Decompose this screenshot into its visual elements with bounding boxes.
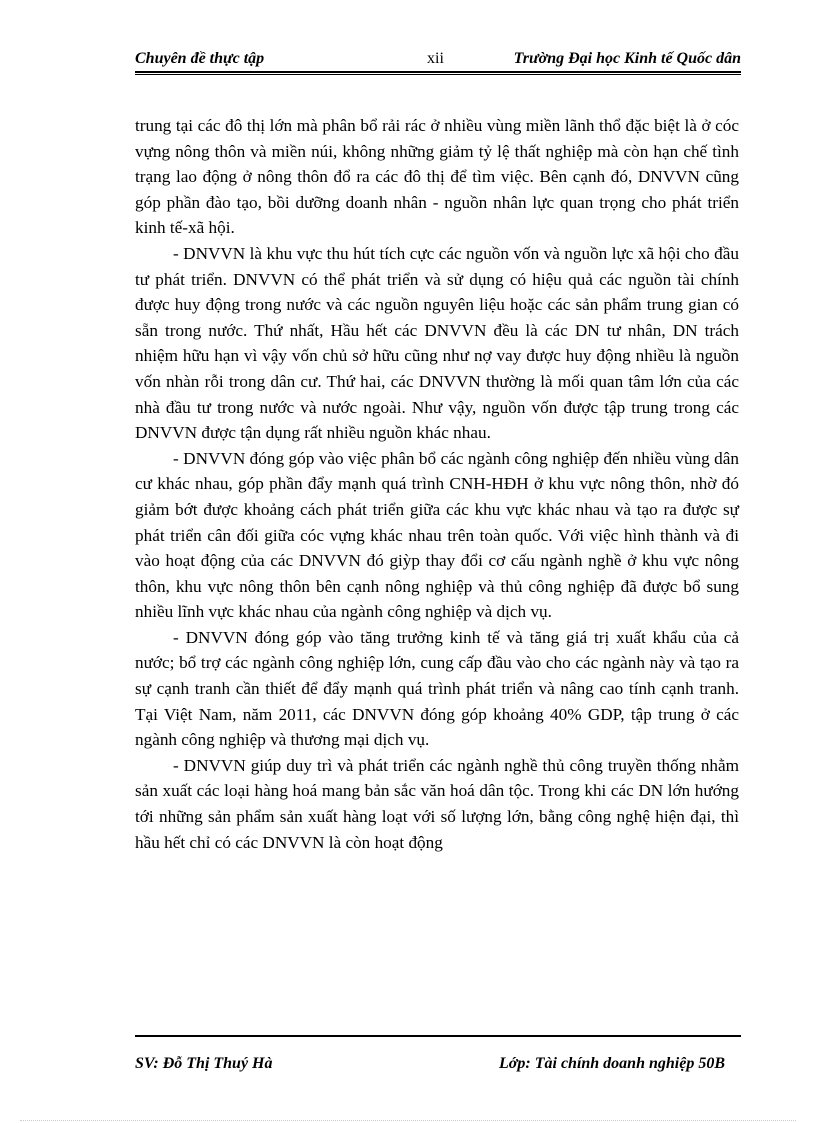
paragraph: - DNVVN đóng góp vào tăng trưởng kinh tế và tăng giá trị xuất khẩu của cả nước; bổ trợ các ngành công nghiệp lớn, cung cấp đầu vào cho các ngành này và tạo ra sự cạnh tranh cần thiết để đẩy mạnh quá trình phát triển và nâng cao tính cạnh tranh. Tại Việt Nam, năm 2011, các DNVVN đóng góp khoảng 40% GDP, tập trung ở các ngành công nghiệp và thương mại dịch vụ.: [135, 627, 739, 750]
header-divider: [135, 71, 741, 75]
paragraph: - DNVVN đóng góp vào việc phân bổ các ngành công nghiệp đến nhiều vùng dân cư khác nhau, góp phần đẩy mạnh quá trình CNH-HĐH ở khu vực nông thôn, nhờ đó giảm bớt được khoảng cách phát triển giữa các khu vực khác nhau và tạo ra được sự phát triển cân đối giữa cóc vựng khác nhau trên toàn quốc. Với việc hình thành và đi vào hoạt động của các DNVVN đó giỳp thay đổi cơ cấu ngành nghề ở khu vực nông thôn, khu vực nông thôn bên cạnh nông nghiệp và thủ công nghiệp đã được bổ sung nhiều lĩnh vực khác nhau của ngành công nghiệp và dịch vụ.: [135, 448, 739, 622]
paragraph: trung tại các đô thị lớn mà phân bổ rải rác ở nhiều vùng miền lãnh thổ đặc biệt là ở cóc vựng nông thôn và miền núi, không những giảm tỷ lệ thất nghiệp mà còn hạn chế tình trạng lao động ở nông thôn đổ ra các đô thị để tìm việc. Bên cạnh đó, DNVVN cũng góp phần đào tạo, bồi dưỡng doanh nhân - nguồn nhân lực quan trọng cho phát triển kinh tế-xã hội.: [135, 116, 739, 238]
footer-class: Lớp: Tài chính doanh nghiệp 50B: [499, 1055, 725, 1072]
footer-divider: [135, 1035, 741, 1037]
page-edge: [20, 1120, 796, 1121]
page-header: [135, 48, 741, 72]
header-title: Chuyên đề thực tập: [135, 50, 265, 67]
page-number: xii: [427, 50, 444, 67]
paragraph: - DNVVN là khu vực thu hút tích cực các nguồn vốn và nguồn lực xã hội cho đầu tư phát triển. DNVVN có thể phát triển và sử dụng có hiệu quả các nguồn tài chính được huy động trong nước và các nguồn nguyên liệu hoặc các sản phẩm trung gian có sẵn trong nước. Thứ nhất, Hầu hết các DNVVN đều là các DN tư nhân, DN trách nhiệm hữu hạn vì vậy vốn chủ sở hữu cũng như nợ vay được huy động nhiều là nguồn vốn nhàn rỗi trong dân cư. Thứ hai, các DNVVN thường là mối quan tâm lớn của các nhà đầu tư trong nước và nước ngoài. Như vậy, nguồn vốn được tập trung trong các DNVVN được tận dụng rất nhiều nguồn khác nhau.: [135, 243, 739, 443]
footer-student: SV: Đỗ Thị Thuý Hà: [135, 1055, 273, 1072]
body-text: [135, 113, 739, 855]
paragraph: - DNVVN giúp duy trì và phát triển các ngành nghề thủ công truyền thống nhằm sản xuất các loại hàng hoá mang bản sắc văn hoá dân tộc. Trong khi các DN lớn hướng tới những sản phẩm sản xuất hàng loạt với số lượng lớn, bằng công nghệ hiện đại, thì hầu hết chỉ có các DNVVN là còn hoạt động: [135, 755, 739, 852]
header-university: Trường Đại học Kinh tế Quốc dân: [513, 50, 741, 67]
